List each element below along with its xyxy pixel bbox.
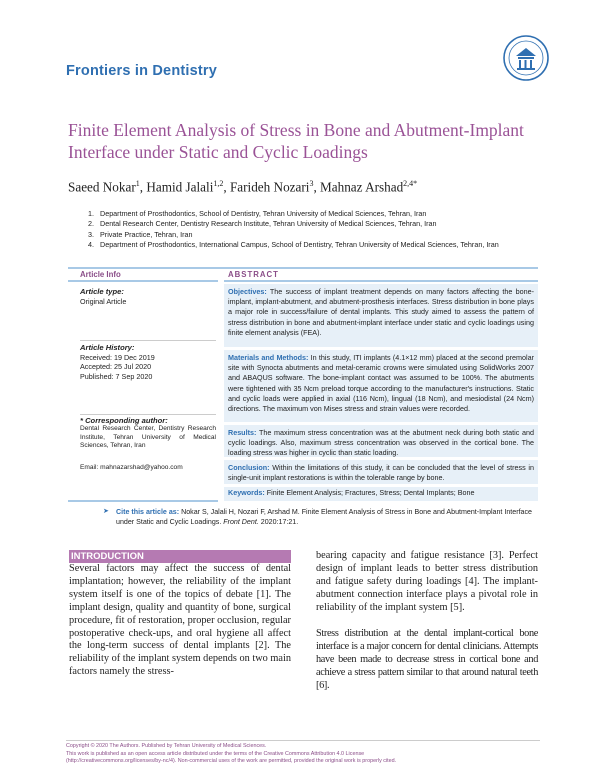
- affiliation-item: [68, 219, 538, 229]
- affiliation-num: 2.: [88, 219, 94, 229]
- journal-logo: [502, 34, 550, 82]
- citation: [116, 508, 534, 527]
- info-divider: [68, 280, 218, 282]
- methods-label: Materials and Methods:: [228, 353, 309, 362]
- received-date: Received: 19 Dec 2019: [80, 352, 155, 362]
- abstract-objectives: [224, 284, 538, 347]
- cite-year: 2020:17:21.: [260, 517, 299, 526]
- cite-label: Cite this article as:: [116, 508, 180, 516]
- published-date: Published: 7 Sep 2020: [80, 371, 153, 381]
- author-affil-sup: 1: [135, 179, 140, 188]
- abstract-divider: [224, 280, 538, 282]
- journal-name: Frontiers in Dentistry: [66, 63, 218, 79]
- affiliation-text: Department of Prosthodontics, International Campus, School of Dentistry, Tehran University of Medical Sciences, Tehran, Iran: [100, 240, 499, 250]
- corresponding-label: * Corresponding author:: [80, 416, 168, 425]
- article-type-block: [80, 287, 216, 306]
- cite-text: Nokar S, Jalali H, Nozari F, Arshad M. Finite Element Analysis of Stress in Bone and Abutment-Implant Interface under Static and Cyclic Loadings.: [116, 508, 532, 526]
- intro-heading: INTRODUCTION: [69, 550, 291, 563]
- footer-line-3: (http://creativecommons.org/licenses/by-nc/4). Non-commercial uses of the work are permitted, provided the original work is properly cited.: [66, 758, 397, 765]
- article-type-value: Original Article: [80, 296, 127, 306]
- author-affil-sup: 1,2: [213, 179, 224, 188]
- abstract-heading: ABSTRACT: [228, 270, 279, 279]
- corresponding-block: [80, 417, 216, 451]
- corresponding-email[interactable]: Email: mahnazarshad@yahoo.com: [80, 464, 183, 471]
- results-label: Results:: [228, 428, 257, 437]
- accepted-date: Accepted: 25 Jul 2020: [80, 362, 152, 372]
- info-bottom-divider: [68, 500, 218, 502]
- article-history-label: Article History:: [80, 343, 135, 352]
- author-name: Saeed Nokar: [68, 179, 136, 195]
- divider: [80, 414, 216, 415]
- cite-journal: Front Dent.: [223, 517, 259, 526]
- author-name: Hamid Jalali: [146, 179, 214, 195]
- objectives-label: Objectives:: [228, 287, 267, 296]
- conclusion-text: Within the limitations of this study, it can be concluded that the level of stress in single-unit implant restorations is within the tolerable range by bone.: [228, 463, 535, 483]
- affiliation-num: 3.: [88, 229, 94, 239]
- abstract-results: [224, 425, 538, 457]
- affiliation-list: [68, 209, 538, 251]
- copyright-footer: [66, 743, 540, 766]
- footer-divider: [66, 740, 540, 741]
- keywords-label: Keywords:: [228, 488, 265, 497]
- logo-seal-icon: [502, 34, 550, 82]
- affiliation-num: 1.: [88, 209, 94, 218]
- cite-arrow-icon: ➤: [103, 507, 109, 515]
- divider: [80, 340, 216, 341]
- article-type-label: Article type:: [80, 287, 124, 296]
- author-affil-sup: 2,4*: [403, 179, 418, 188]
- affiliation-item: [68, 230, 538, 240]
- conclusion-label: Conclusion:: [228, 463, 270, 472]
- footer-line-2: This work is published as an open access article distributed under the terms of the Creative Commons Attribution 4.0 License: [66, 750, 365, 757]
- intro-right-paragraph-1: bearing capacity and fatigue resistance [3]. Perfect design of implant leads to better stress distribution and fatigue safety during loadings [4]. The implant-abutment connection interface plays a pivotal role in reliability of the implant system [5].: [316, 550, 538, 613]
- affiliation-num: 4.: [88, 240, 94, 250]
- top-divider: [68, 267, 538, 269]
- affiliation-text: Private Practice, Tehran, Iran: [100, 229, 193, 239]
- affiliation-text: Department of Prosthodontics, School of Dentistry, Tehran University of Medical Sciences, Tehran, Iran: [100, 209, 427, 218]
- methods-text: In this study, ITI implants (4.1×12 mm) placed at the second premolar site with Synocta abutments and metal-ceramic crowns were simulated using SolidWorks 2007 and ABAQUS software. The bone-implant contact was assumed to be 100%. The abutments were tightened with 35 Ncm preload torque according to the manufacturer's instructions. Static and cyclic loads were applied in axial (116 Ncm), lingual (18 Ncm), and mesiodistal (24 Ncm) directions. The maximum von Mises stress and strain values were recorded.: [228, 353, 534, 414]
- author-list: Saeed Nokar$^1$, Hamid Jalali$^{1,2}$, Farideh Nozari$^3$, Mahnaz Arshad$^{2,4*}$: [68, 179, 418, 195]
- article-history-block: [80, 343, 216, 381]
- abstract-methods: [224, 350, 538, 422]
- author-name: Farideh Nozari: [229, 179, 310, 195]
- article-title: Finite Element Analysis of Stress in Bone and Abutment-Implant Interface under Static and Cyclic Loadings: [68, 120, 524, 162]
- abstract-conclusion: [224, 460, 538, 484]
- intro-left-column: Several factors may affect the success of dental implantation; however, the reliability of the implant system itself is one of the topics of debate [1]. The implant design, quality and quantity of bone, surgical procedure, fit of restoration, proper occlusion, regular postoperative check-ups, and oral hygiene all affect the long-term success of dental implants [2]. The reliability of the implant system depends on two main factors namely the stress-: [69, 563, 291, 678]
- objectives-text: The success of implant treatment depends on many factors affecting the bone-implant, implant-abutment, and abutment-prosthesis interfaces. Stress distribution in bone plays a major role in success/failure of dental implants. This study aimed to assess the pattern of stress distribution in bone and abutment-implant interface under static and cyclic loadings using finite element analysis (FEA).: [228, 287, 534, 337]
- affiliation-item: [68, 240, 538, 250]
- corresponding-address: Dental Research Center, Dentistry Research Institute, Tehran University of Medical Sciences, Tehran, Iran: [80, 425, 216, 450]
- results-text: The maximum stress concentration was at the abutment neck during both static and cyclic loadings. Also, maximum stress concentration was observed in the cortical bone. The loading stress was higher in cyclic than static loading.: [228, 428, 534, 458]
- affiliation-text: Dental Research Center, Dentistry Research Institute, Tehran University of Medical Sciences, Tehran, Iran: [100, 219, 437, 229]
- keywords-text: Finite Element Analysis; Fractures, Stress; Dental Implants; Bone: [266, 488, 475, 497]
- abstract-keywords: [224, 487, 538, 501]
- footer-line-1: Copyright © 2020 The Authors. Published by Tehran University of Medical Sciences.: [66, 743, 267, 749]
- affiliation-item: [68, 209, 538, 219]
- article-info-heading: Article Info: [80, 270, 121, 279]
- intro-right-paragraph-2: Stress distribution at the dental implant-cortical bone interface is a major concern for dental clinicians. Attempts have been made to decrease stress in cortical bone and achieve a stress pattern similar to that around natural teeth [6].: [316, 628, 538, 691]
- author-affil-sup: 3: [309, 179, 314, 188]
- author-name: Mahnaz Arshad: [320, 179, 404, 195]
